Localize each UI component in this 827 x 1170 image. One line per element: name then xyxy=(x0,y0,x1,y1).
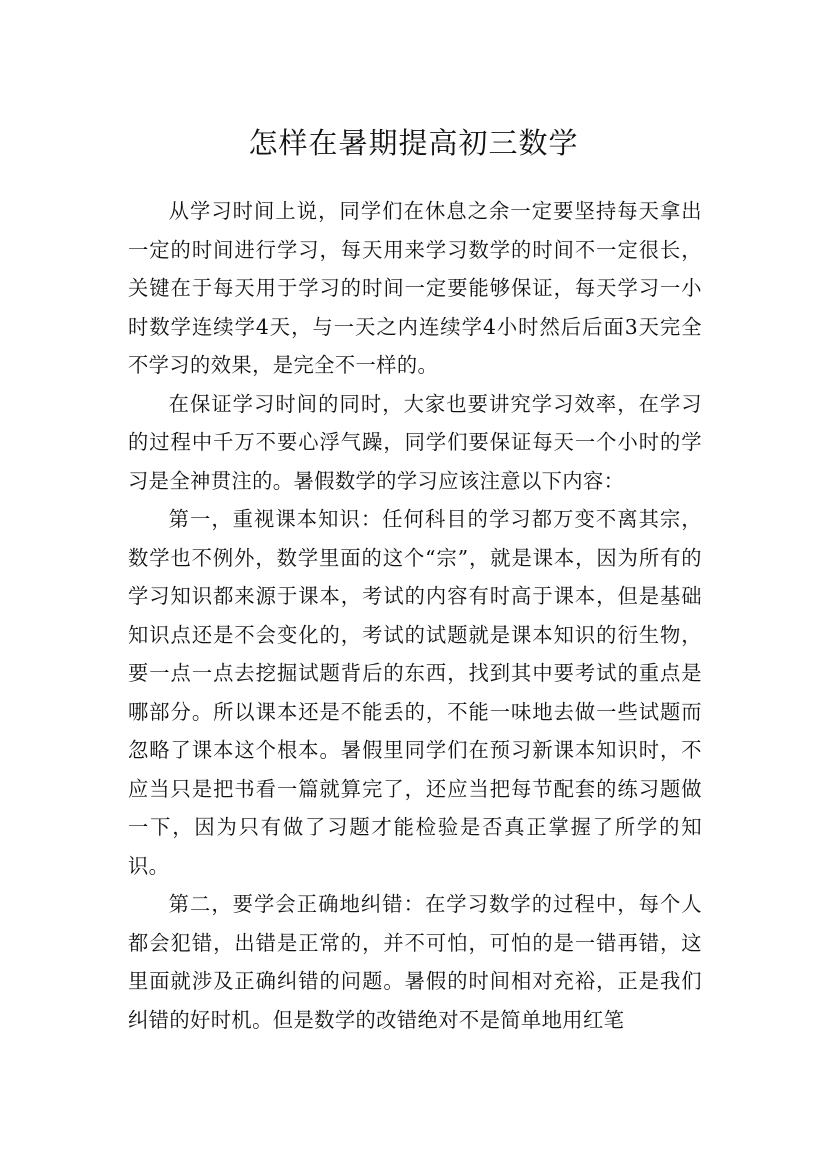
paragraph-correction: 第二，要学会正确地纠错：在学习数学的过程中，每个人都会犯错，出错是正常的，并不可怕，可怕的是一错再错，这里面就涉及正确纠错的问题。暑假的时间相对充裕，正是我们纠错的好时机。但是数学的改错绝对不是简单地用红笔 xyxy=(128,892,702,1032)
document-body xyxy=(128,192,702,1039)
paragraph-study-time: 从学习时间上说，同学们在休息之余一定要坚持每天拿出一定的时间进行学习，每天用来学习数学的时间不一定很长，关键在于每天用于学习的时间一定要能够保证，每天学习一小时数学连续学4天，与一天之内连续学4小时然后后面3天完全不学习的效果，是完全不一样的。 xyxy=(128,199,702,377)
document-title: 怎样在暑期提高初三数学 xyxy=(248,126,579,161)
paragraph-efficiency: 在保证学习时间的同时，大家也要讲究学习效率，在学习的过程中千万不要心浮气躁，同学们要保证每天一个小时的学习是全神贯注的。暑假数学的学习应该注意以下内容： xyxy=(128,391,702,493)
paragraph-textbook: 第一，重视课本知识：任何科目的学习都万变不离其宗，数学也不例外，数学里面的这个“宗”，就是课本，因为所有的学习知识都来源于课本，考试的内容有时高于课本，但是基础知识点还是不会变化的，考试的试题就是课本知识的衍生物，要一点一点去挖掘试题背后的东西，找到其中要考试的重点是哪部分。所以课本还是不能丢的，不能一味地去做一些试题而忽略了课本这个根本。暑假里同学们在预习新课本知识时，不应当只是把书看一篇就算完了，还应当把每节配套的练习题做一下，因为只有做了习题才能检验是否真正掌握了所学的知识。 xyxy=(128,507,702,878)
